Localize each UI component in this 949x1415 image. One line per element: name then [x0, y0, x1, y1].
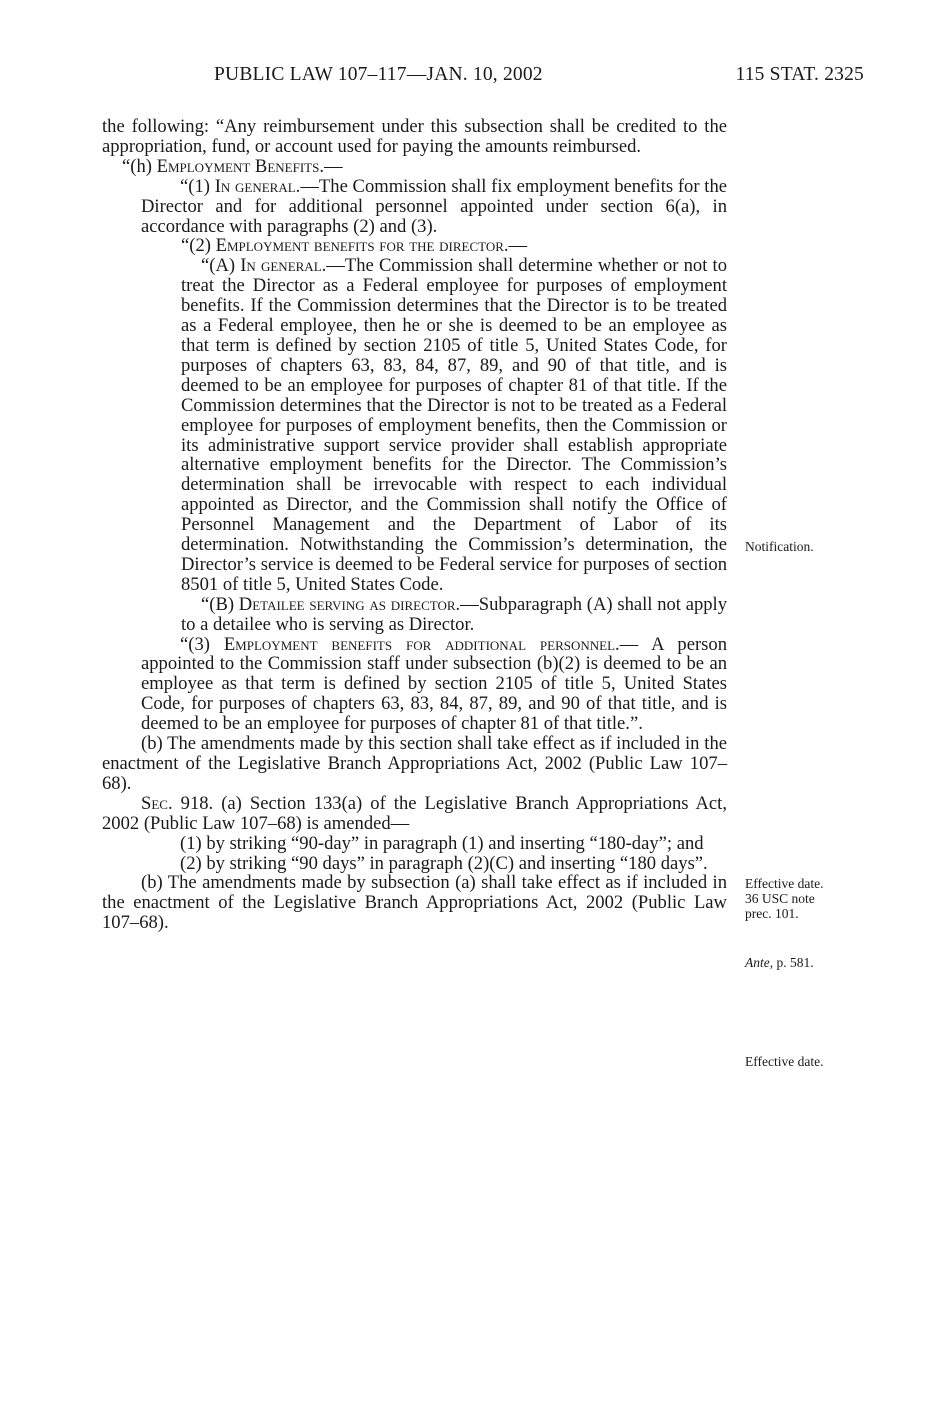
margin-note-ante: Ante, p. 581.	[745, 955, 814, 970]
paragraph-h1: “(1) In general.—The Commission shall fix employment benefits for the Director and for additional personnel appointed under section 6(a), in accordance with paragraphs (2) and (3).	[141, 175, 727, 237]
running-head-stat-page: 115 STAT. 2325	[735, 64, 864, 85]
subparagraph-h2A: “(A) In general.—The Commission shall determine whether or not to treat the Director as a Federal employee for purposes of employment benefits. If the Commission determines that the Director is to be treated as a Federal employee, then he or she is deemed to be an employee as that term is defined by section 2105 of title 5, United States Code, for purposes of chapters 63, 83, 84, 87, 89, and 90 of that title, and is deemed to be an employee for purposes of chapter 81 of that title. If the Commission determines that the Director is not to be treated as a Federal employee for purposes of employment benefits, then the Commission or its administrative support service provider shall establish appropriate alternative employment benefits for the Director. The Commission’s determination shall be irrevocable with respect to each individual appointed as Director, and the Commission shall notify the Office of Personnel Management and the Department of Labor of its determination. Notwithstanding the Commission’s determination, the Director’s service is deemed to be Federal service for purposes of section 8501 of title 5, United States Code.	[181, 255, 728, 595]
subparagraph-h2B: “(B) Detailee serving as director.—Subparagraph (A) shall not apply to a detailee who is serving as Director.	[181, 593, 728, 635]
paragraph-h3: “(3) Employment benefits for additional personnel.— A person appointed to the Commission staff under subsection (b)(2) is deemed to be an employee as that term is defined by section 2105 of title 5, United States Code, for purposes of chapters 63, 83, 84, 87, 89, and 90 of that title, and is deemed to be an employee for purposes of chapter 81 of that title.”.	[141, 633, 727, 735]
margin-note-effective-date-1: Effective date. 36 USC note prec. 101.	[745, 876, 824, 921]
running-head	[102, 64, 864, 94]
section-918-item-1: (1) by striking “90-day” in paragraph (1) and inserting “180-day”; and	[180, 832, 704, 854]
section-918: Sec. 918. (a) Section 133(a) of the Legislative Branch Appropriations Act, 2002 (Public Law 107–68) is amended—	[102, 792, 727, 834]
subsection-h-heading: “(h) Employment Benefits.—	[122, 155, 343, 177]
paragraph-continuation: the following: “Any reimbursement under this subsection shall be credited to the appropriation, fund, or account used for paying the amounts reimbursed.	[102, 116, 727, 157]
margin-note-effective-date-2: Effective date.	[745, 1054, 824, 1069]
body-text	[102, 117, 727, 933]
section-918-item-2: (2) by striking “90 days” in paragraph (2)(C) and inserting “180 days”.	[180, 852, 708, 874]
margin-note-notification: Notification.	[745, 539, 814, 554]
section-918-subsection-b: (b) The amendments made by subsection (a) shall take effect as if included in the enactment of the Legislative Branch Appropriations Act, 2002 (Public Law 107–68).	[102, 872, 727, 934]
running-head-title: PUBLIC LAW 107–117—JAN. 10, 2002	[214, 64, 543, 85]
paragraph-h2-heading: “(2) Employment benefits for the director.—	[181, 235, 528, 257]
subsection-b-effective: (b) The amendments made by this section shall take effect as if included in the enactment of the Legislative Branch Appropriations Act, 2002 (Public Law 107–68).	[102, 733, 727, 794]
